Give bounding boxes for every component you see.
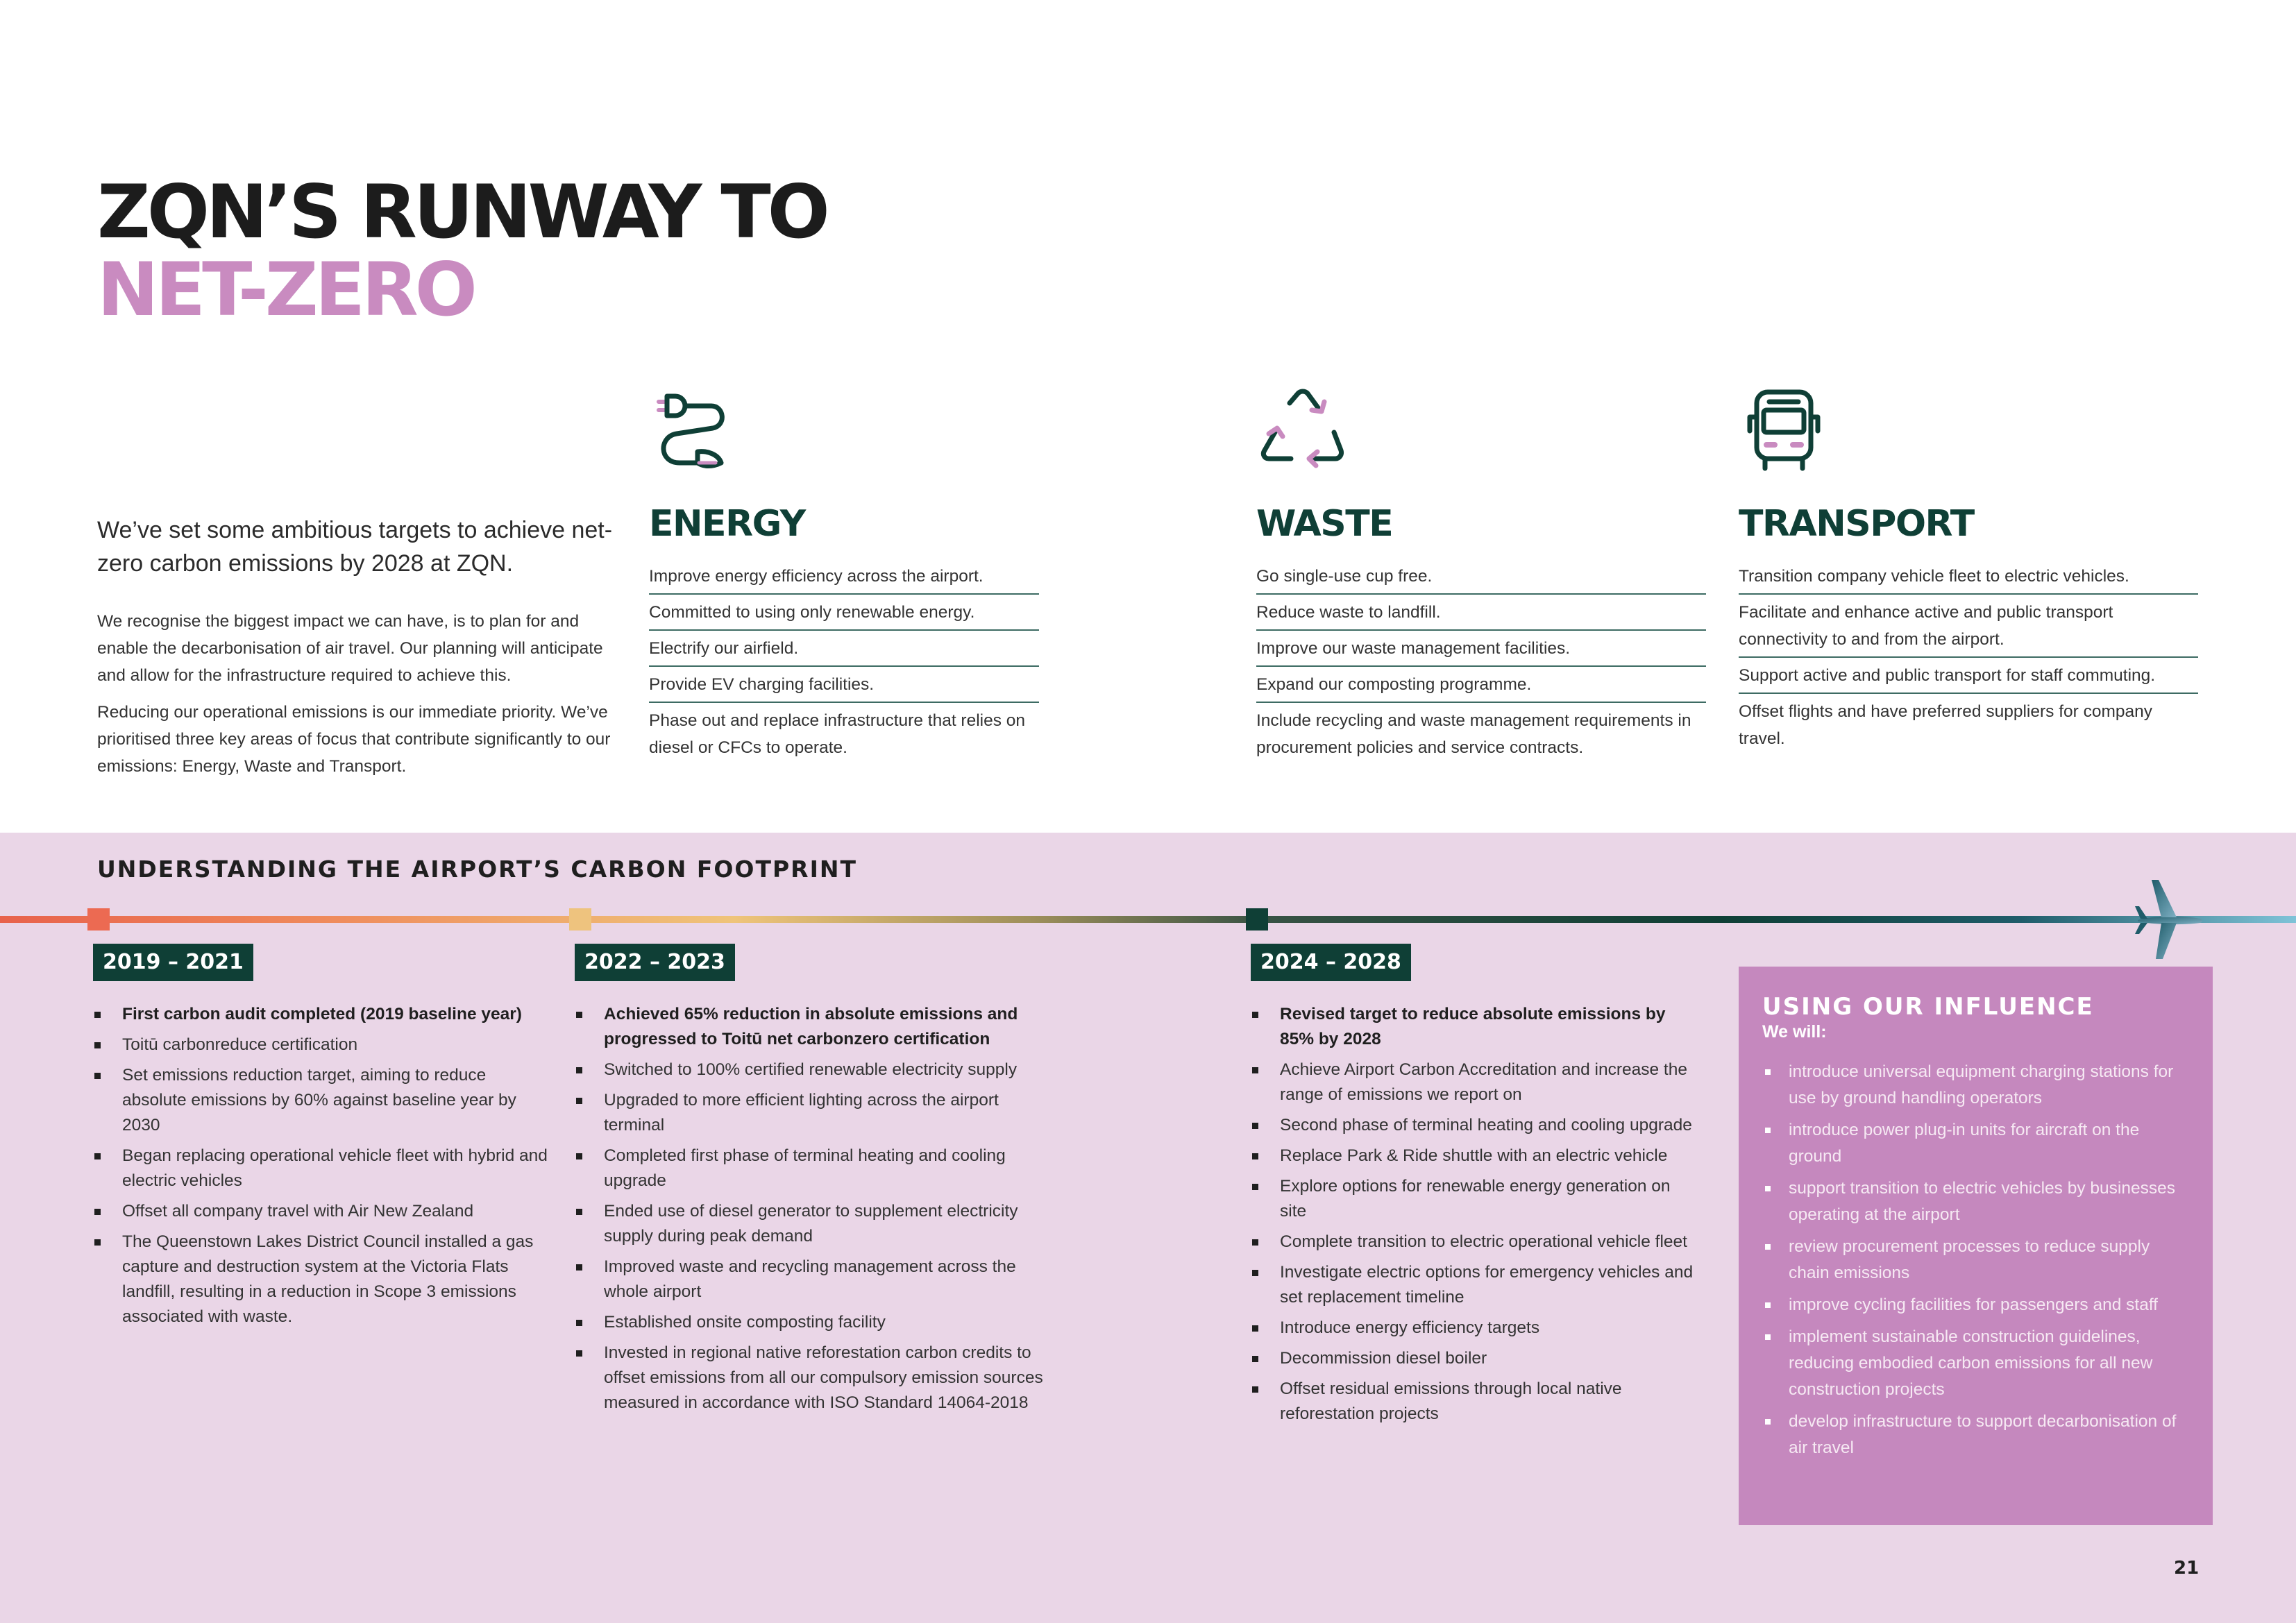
- title-line-2: NET-ZERO: [97, 247, 474, 332]
- list-item: implement sustainable construction guidelines, reducing embodied carbon emissions for all new construction projects: [1762, 1324, 2189, 1403]
- transport-column: [1739, 385, 2198, 756]
- list-item: Investigate electric options for emergency vehicles and set replacement timeline: [1251, 1260, 1695, 1310]
- intro-section: [97, 513, 625, 790]
- list-item: Expand our composting programme.: [1256, 667, 1706, 703]
- timeline-marker-2024: [1246, 908, 1268, 931]
- list-item: Switched to 100% certified renewable electricity supply: [575, 1057, 1047, 1082]
- list-item: Transition company vehicle fleet to electric vehicles.: [1739, 559, 2198, 595]
- list-item: Offset flights and have preferred suppliers for company travel.: [1739, 702, 2153, 748]
- page-title: [97, 169, 827, 332]
- list-item: Go single-use cup free.: [1256, 559, 1706, 595]
- timeline-marker-2022: [569, 908, 591, 931]
- list-item: Set emissions reduction target, aiming to reduce absolute emissions by 60% against baseline year by 2030: [93, 1063, 551, 1138]
- list-item: Facilitate and enhance active and public transport connectivity to and from the airport.: [1739, 595, 2198, 658]
- list-item: improve cycling facilities for passengers and staff: [1762, 1292, 2189, 1318]
- period-list: [575, 1002, 1047, 1416]
- list-item: Revised target to reduce absolute emissions by 85% by 2028: [1251, 1002, 1695, 1052]
- airplane-icon: [2131, 874, 2207, 965]
- energy-list: [649, 559, 1039, 765]
- transport-list: [1739, 559, 2198, 756]
- list-item: Upgraded to more efficient lighting across the airport terminal: [575, 1088, 1047, 1138]
- plug-icon: [649, 385, 739, 475]
- list-item: Committed to using only renewable energy.: [649, 595, 1039, 631]
- influence-heading: USING OUR INFLUENCE: [1762, 993, 2094, 1021]
- period-list: [93, 1002, 551, 1329]
- timeline-bar: [0, 916, 2296, 923]
- list-item: Introduce energy efficiency targets: [1251, 1316, 1695, 1341]
- list-item: Toitū carbonreduce certification: [93, 1033, 551, 1057]
- period-2022-2023: [575, 944, 1047, 1421]
- intro-paragraph-1: We recognise the biggest impact we can have, is to plan for and enable the decarbonisation of air travel. Our planning will anticipate and allow for the infrastructure required to achieve this.: [97, 612, 603, 685]
- period-badge: 2024 – 2028: [1251, 944, 1411, 981]
- waste-heading: WASTE: [1256, 503, 1393, 545]
- influence-box: [1739, 967, 2213, 1525]
- list-item: Began replacing operational vehicle fleet with hybrid and electric vehicles: [93, 1144, 551, 1193]
- timeline-marker-2019: [87, 908, 110, 931]
- period-2019-2021: [93, 944, 551, 1335]
- period-2024-2028: [1251, 944, 1695, 1432]
- intro-paragraph-2: Reducing our operational emissions is our immediate priority. We’ve prioritised three key areas of focus that contribute significantly to our emissions: Energy, Waste and Transport.: [97, 703, 611, 776]
- list-item: review procurement processes to reduce supply chain emissions: [1762, 1234, 2189, 1286]
- list-item: Improved waste and recycling management across the whole airport: [575, 1255, 1047, 1305]
- list-item: Offset all company travel with Air New Zealand: [93, 1199, 551, 1224]
- list-item: Provide EV charging facilities.: [649, 667, 1039, 703]
- energy-heading: ENERGY: [649, 503, 805, 545]
- transport-heading: TRANSPORT: [1739, 503, 1974, 545]
- list-item: Explore options for renewable energy generation on site: [1251, 1174, 1695, 1224]
- list-item: Improve our waste management facilities.: [1256, 631, 1706, 667]
- influence-subheading: We will:: [1762, 1022, 1827, 1042]
- intro-lead: We’ve set some ambitious targets to achieve net-zero carbon emissions by 2028 at ZQN.: [97, 517, 613, 577]
- waste-column: [1256, 385, 1706, 765]
- list-item: Completed first phase of terminal heating and cooling upgrade: [575, 1144, 1047, 1193]
- list-item: Second phase of terminal heating and cooling upgrade: [1251, 1113, 1695, 1138]
- recycle-icon: [1256, 385, 1347, 475]
- period-badge: 2022 – 2023: [575, 944, 735, 981]
- carbon-footprint-heading: UNDERSTANDING THE AIRPORT’S CARBON FOOTPRINT: [97, 856, 857, 883]
- period-badge: 2019 – 2021: [93, 944, 253, 981]
- list-item: Electrify our airfield.: [649, 631, 1039, 667]
- list-item: Achieve Airport Carbon Accreditation and increase the range of emissions we report on: [1251, 1057, 1695, 1107]
- list-item: Reduce waste to landfill.: [1256, 595, 1706, 631]
- period-list: [1251, 1002, 1695, 1427]
- list-item: Achieved 65% reduction in absolute emissions and progressed to Toitū net carbonzero certification: [575, 1002, 1047, 1052]
- influence-list: [1762, 1059, 2189, 1461]
- waste-list: [1256, 559, 1706, 765]
- list-item: The Queenstown Lakes District Council installed a gas capture and destruction system at the Victoria Flats landfill, resulting in a reduction in Scope 3 emissions associated with waste.: [93, 1230, 551, 1329]
- page-number: 21: [2174, 1558, 2200, 1579]
- list-item: First carbon audit completed (2019 baseline year): [93, 1002, 551, 1027]
- list-item: Established onsite composting facility: [575, 1310, 1047, 1335]
- list-item: introduce universal equipment charging stations for use by ground handling operators: [1762, 1059, 2189, 1112]
- list-item: Ended use of diesel generator to supplement electricity supply during peak demand: [575, 1199, 1047, 1249]
- list-item: develop infrastructure to support decarbonisation of air travel: [1762, 1409, 2189, 1461]
- list-item: support transition to electric vehicles by businesses operating at the airport: [1762, 1175, 2189, 1228]
- list-item: Improve energy efficiency across the airport.: [649, 559, 1039, 595]
- list-item: Replace Park & Ride shuttle with an electric vehicle: [1251, 1144, 1695, 1169]
- list-item: Decommission diesel boiler: [1251, 1346, 1695, 1371]
- list-item: Complete transition to electric operational vehicle fleet: [1251, 1230, 1695, 1255]
- bus-icon: [1739, 385, 1829, 475]
- list-item: Phase out and replace infrastructure that relies on diesel or CFCs to operate.: [649, 711, 1026, 757]
- list-item: introduce power plug-in units for aircraft on the ground: [1762, 1117, 2189, 1170]
- list-item: Offset residual emissions through local native reforestation projects: [1251, 1377, 1695, 1427]
- list-item: Invested in regional native reforestation carbon credits to offset emissions from all our compulsory emission sources measured in accordance with ISO Standard 14064-2018: [575, 1341, 1047, 1416]
- energy-column: [649, 385, 1039, 765]
- title-line-1: ZQN’S RUNWAY TO: [97, 169, 827, 255]
- list-item: Include recycling and waste management requirements in procurement policies and service contracts.: [1256, 711, 1691, 757]
- list-item: Support active and public transport for staff commuting.: [1739, 658, 2198, 694]
